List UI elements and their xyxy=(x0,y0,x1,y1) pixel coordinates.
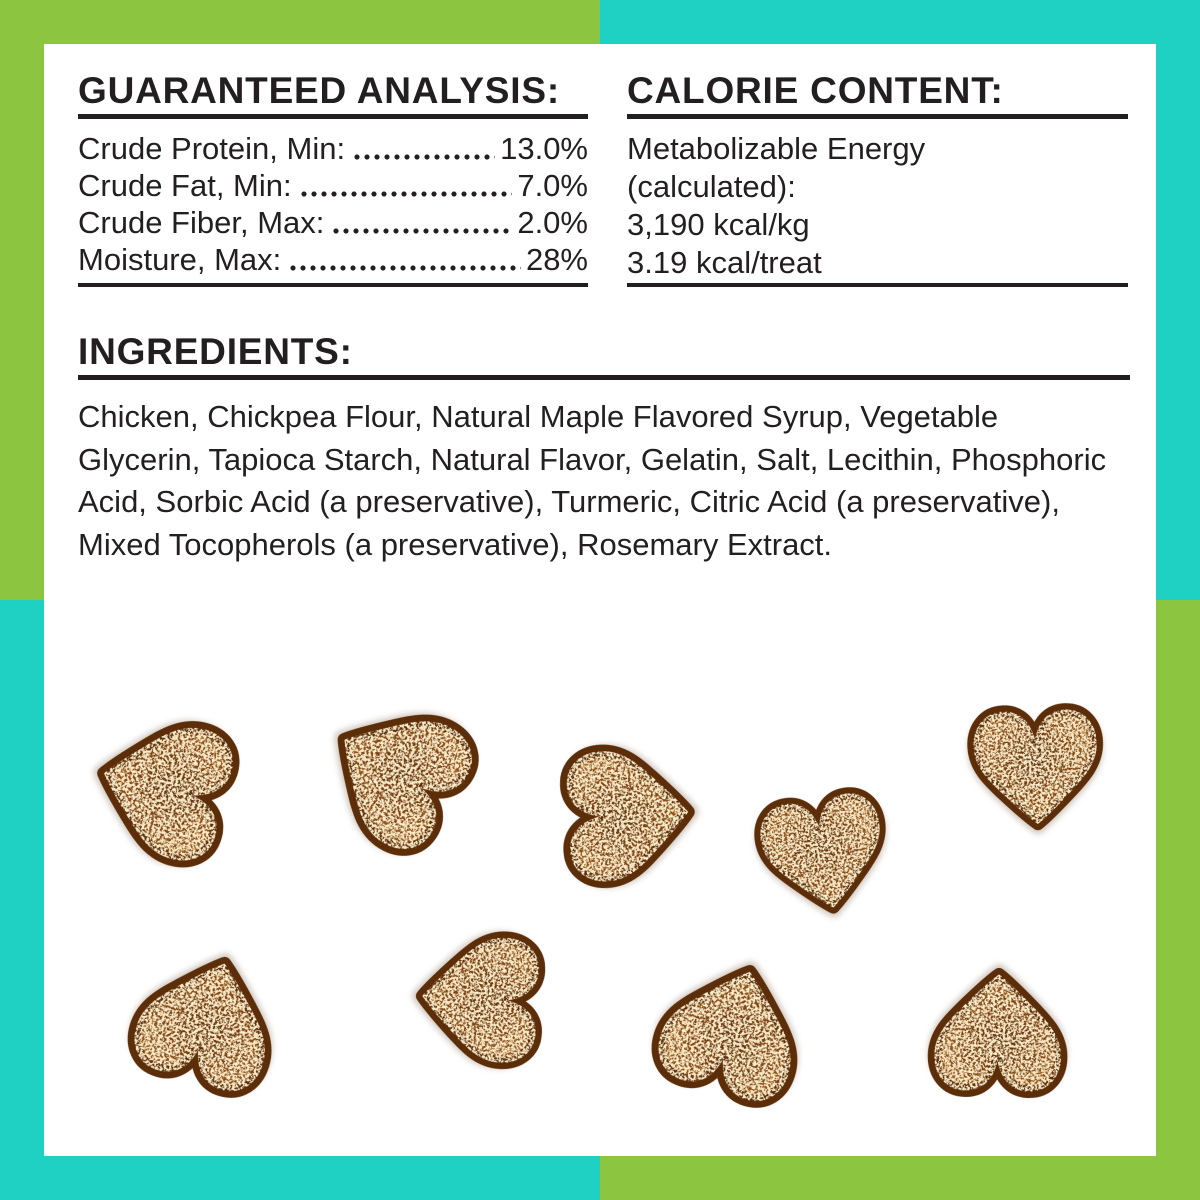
analysis-label: Crude Fat, Min: xyxy=(78,168,292,203)
dot-leader xyxy=(297,167,513,204)
calorie-content-lines xyxy=(627,130,1128,282)
guaranteed-analysis-title-rule xyxy=(78,114,588,119)
ingredients-title: INGREDIENTS: xyxy=(78,331,353,372)
guaranteed-analysis-title: GUARANTEED ANALYSIS: xyxy=(78,70,560,111)
analysis-row-crude-fiber xyxy=(78,204,588,241)
treat-image-5 xyxy=(960,695,1113,840)
guaranteed-analysis-section xyxy=(78,70,588,278)
ingredients-text: Chicken, Chickpea Flour, Natural Maple Flavored Syrup, Vegetable Glycerin, Tapioca Starch, Natural Flavor, Gelatin, Salt, Lecithin, Phosphoric Acid, Sorbic Acid (a preservative), Turmeric, Citric Acid (a preservative), Mixed Tocopherols (a preservative), Rosemary Extract. xyxy=(78,399,1107,562)
analysis-row-crude-fat xyxy=(78,167,588,204)
dot-leader xyxy=(286,241,521,278)
calorie-line-metabolizable-energy: Metabolizable Energy xyxy=(627,131,926,166)
calorie-content-section xyxy=(627,70,1128,282)
guaranteed-analysis-bottom-rule xyxy=(78,283,588,287)
ingredients-section xyxy=(78,331,1130,566)
guaranteed-analysis-rows xyxy=(78,130,588,278)
treat-image-8 xyxy=(633,934,830,1126)
analysis-value: 7.0% xyxy=(517,168,588,203)
treat-image-2 xyxy=(289,664,503,880)
calorie-line-kcal-per-kg: 3,190 kcal/kg xyxy=(627,207,810,242)
analysis-label: Crude Protein, Min: xyxy=(78,131,346,166)
calorie-content-title-rule xyxy=(627,114,1128,119)
treat-image-3 xyxy=(550,737,708,893)
analysis-label: Moisture, Max: xyxy=(78,242,282,277)
analysis-row-crude-protein xyxy=(78,130,588,167)
treat-image-4 xyxy=(741,775,906,934)
treat-image-7 xyxy=(399,924,558,1074)
treat-image-1 xyxy=(70,693,256,883)
calorie-line-kcal-per-treat: 3.19 kcal/treat xyxy=(627,245,822,280)
analysis-value: 2.0% xyxy=(517,205,588,240)
dot-leader xyxy=(329,204,512,241)
calorie-content-title: CALORIE CONTENT: xyxy=(627,70,1004,111)
treat-image-6 xyxy=(110,926,305,1116)
analysis-value: 13.0% xyxy=(500,131,588,166)
analysis-label: Crude Fiber, Max: xyxy=(78,205,325,240)
analysis-row-moisture xyxy=(78,241,588,278)
analysis-value: 28% xyxy=(525,242,588,277)
calorie-content-bottom-rule xyxy=(627,283,1128,287)
dot-leader xyxy=(350,130,495,167)
calorie-line-calculated: (calculated): xyxy=(627,169,796,204)
label-panel xyxy=(44,44,1156,1156)
ingredients-title-rule xyxy=(78,375,1130,380)
treat-image-9 xyxy=(921,959,1075,1106)
